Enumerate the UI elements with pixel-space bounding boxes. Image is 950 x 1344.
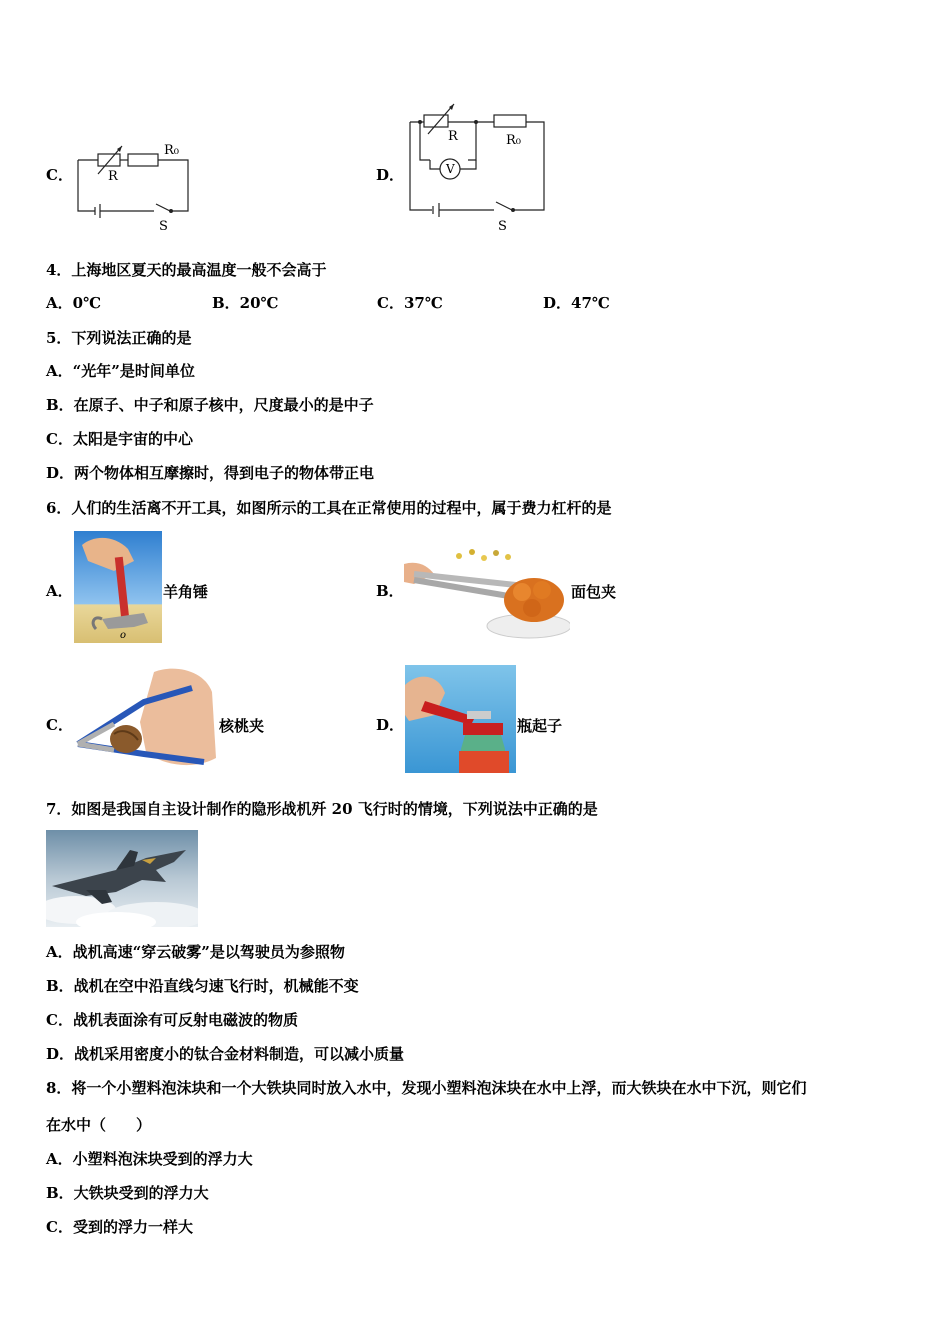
fixed-resistor-symbol xyxy=(128,154,158,166)
fixed-resistor-symbol xyxy=(494,115,526,127)
q5-option-a: A．“光年”是时间单位 xyxy=(46,362,195,380)
q7-option-a: A．战机高速“穿云破雾”是以驾驶员为参照物 xyxy=(46,943,345,961)
q6-option-c-label: C． xyxy=(46,716,73,734)
q4-option-b: B．20℃ xyxy=(212,294,279,312)
label-v: V xyxy=(446,162,455,176)
q8-option-a: A．小塑料泡沫块受到的浮力大 xyxy=(46,1150,253,1168)
claw-hammer-image xyxy=(74,531,162,643)
q8-stem-line1: 8．将一个小塑料泡沫块和一个大铁块同时放入水中，发现小塑料泡沫块在水中上浮，而大铁块在水中下沉，则它们 xyxy=(46,1079,807,1097)
q6-option-b-label: B． xyxy=(376,582,404,600)
q7-option-c: C．战机表面涂有可反射电磁波的物质 xyxy=(46,1011,298,1029)
label-r0: R₀ xyxy=(164,143,179,158)
j20-fighter-jet-image xyxy=(46,830,198,927)
q6-option-a-label: A． xyxy=(46,582,73,600)
q5-option-c: C．太阳是宇宙的中心 xyxy=(46,430,193,448)
label-s: S xyxy=(498,219,507,234)
q8-option-b: B．大铁块受到的浮力大 xyxy=(46,1184,209,1202)
q8-stem-line2: 在水中（ ） xyxy=(46,1116,152,1134)
label-s: S xyxy=(159,219,168,234)
bread-tongs-image xyxy=(404,544,570,640)
q6-option-d-caption: 瓶起子 xyxy=(517,717,563,735)
q3-option-d-label: D． xyxy=(376,166,405,184)
q7-option-d: D．战机采用密度小的钛合金材料制造，可以减小质量 xyxy=(46,1045,405,1063)
q4-option-d: D．47℃ xyxy=(543,294,610,312)
bottle-opener-image xyxy=(405,665,516,773)
q4-stem: 4．上海地区夏天的最高温度一般不会高于 xyxy=(46,261,327,279)
q3-option-c-label: C． xyxy=(46,166,73,184)
label-r0: R₀ xyxy=(506,133,521,148)
label-r: R xyxy=(108,169,118,184)
walnut-cracker-image xyxy=(74,662,218,772)
hammer-pivot-label: o xyxy=(120,630,127,641)
q5-option-d: D．两个物体相互摩擦时，得到电子的物体带正电 xyxy=(46,464,375,482)
q6-option-b-caption: 面包夹 xyxy=(571,583,617,601)
circuit-diagram-d xyxy=(402,100,552,234)
q7-stem: 7．如图是我国自主设计制作的隐形战机歼 20 飞行时的情境，下列说法中正确的是 xyxy=(46,800,598,818)
q5-stem: 5．下列说法正确的是 xyxy=(46,329,192,347)
q7-option-b: B．战机在空中沿直线匀速飞行时，机械能不变 xyxy=(46,977,359,995)
q8-option-c: C．受到的浮力一样大 xyxy=(46,1218,193,1236)
q4-option-a: A．0℃ xyxy=(46,294,102,312)
circuit-diagram-c xyxy=(70,138,200,236)
q5-option-b: B．在原子、中子和原子核中，尺度最小的是中子 xyxy=(46,396,374,414)
q6-option-c-caption: 核桃夹 xyxy=(219,717,265,735)
q6-option-d-label: D． xyxy=(376,716,405,734)
q6-option-a-caption: 羊角锤 xyxy=(163,583,209,601)
q6-stem: 6．人们的生活离不开工具，如图所示的工具在正常使用的过程中，属于费力杠杆的是 xyxy=(46,499,612,517)
q4-option-c: C．37℃ xyxy=(377,294,443,312)
switch-symbol xyxy=(156,204,170,211)
label-r: R xyxy=(448,129,458,144)
switch-symbol xyxy=(496,202,512,210)
variable-resistor-symbol xyxy=(98,154,120,166)
